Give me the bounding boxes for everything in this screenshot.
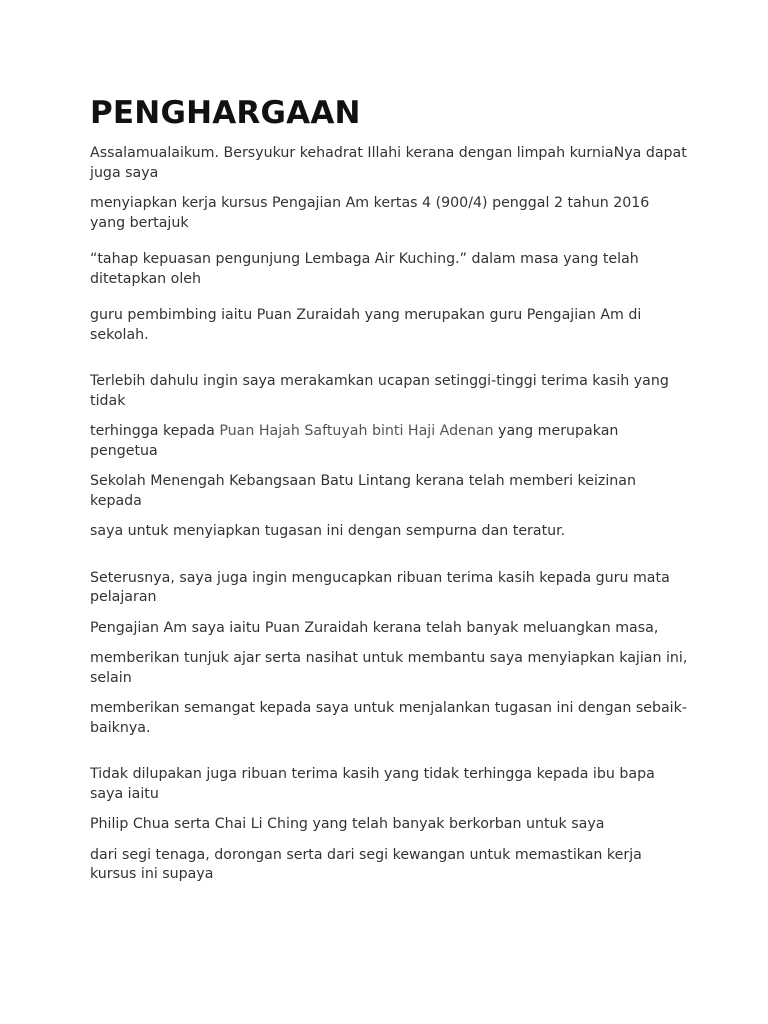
principal-prefix: terhingga kepada bbox=[90, 423, 220, 439]
paragraph-2: menyiapkan kerja kursus Pengajian Am kertas 4 (900/4) penggal 2 tahun 2016 yang bertajuk bbox=[90, 195, 650, 231]
page-title: PENGHARGAAN bbox=[90, 95, 361, 131]
paragraph-9: Pengajian Am saya iaitu Puan Zuraidah kerana telah banyak meluangkan masa, bbox=[90, 619, 659, 636]
paragraph-12: Tidak dilupakan juga ribuan terima kasih yang tidak terhingga kepada ibu bapa saya iaitu bbox=[90, 766, 655, 802]
paragraph-1: Assalamualaikum. Bersyukur kehadrat Illahi kerana dengan limpah kurniaNya dapat juga saya bbox=[90, 145, 687, 181]
paragraph-3: “tahap kepuasan pengunjung Lembaga Air Kuching.” dalam masa yang telah ditetapkan oleh bbox=[90, 251, 639, 287]
paragraph-4: guru pembimbing iaitu Puan Zuraidah yang merupakan guru Pengajian Am di sekolah. bbox=[90, 307, 642, 343]
paragraph-8: Seterusnya, saya juga ingin mengucapkan ribuan terima kasih kepada guru mata pelajaran bbox=[90, 569, 670, 605]
paragraph-11: memberikan semangat kepada saya untuk menjalankan tugasan ini dengan sebaik-baiknya. bbox=[90, 700, 687, 736]
paragraph-principal bbox=[90, 422, 688, 461]
paragraph-5: Terlebih dahulu ingin saya merakamkan ucapan setinggi-tinggi terima kasih yang tidak bbox=[90, 373, 669, 409]
principal-name: Puan Hajah Saftuyah binti Haji Adenan bbox=[219, 423, 494, 439]
paragraph-7: saya untuk menyiapkan tugasan ini dengan sempurna dan teratur. bbox=[90, 523, 566, 539]
paragraph-13: Philip Chua serta Chai Li Ching yang telah banyak berkorban untuk saya bbox=[90, 816, 605, 832]
paragraph-10: memberikan tunjuk ajar serta nasihat untuk membantu saya menyiapkan kajian ini, selain bbox=[90, 650, 688, 686]
paragraph-6: Sekolah Menengah Kebangsaan Batu Lintang kerana telah memberi keizinan kepada bbox=[90, 473, 636, 509]
paragraph-14: dari segi tenaga, dorongan serta dari segi kewangan untuk memastikan kerja kursus ini supaya bbox=[90, 846, 642, 882]
principal-suffix: yang merupakan pengetua bbox=[90, 423, 619, 459]
